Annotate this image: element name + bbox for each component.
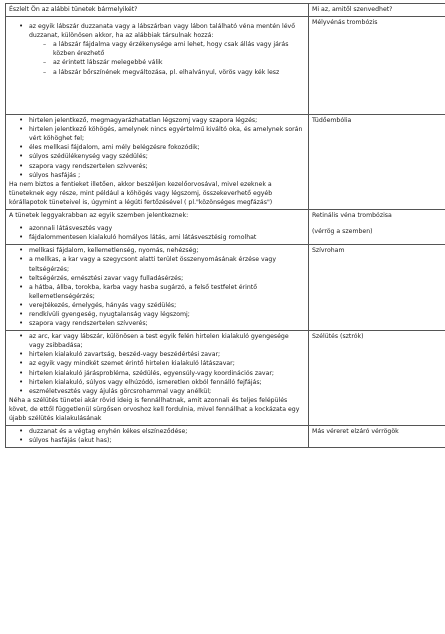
table-header-row bbox=[6, 4, 445, 17]
header-symptoms: Észlelt Ön az alábbi tünetek bármelyikét? bbox=[6, 4, 309, 17]
symptom-list bbox=[9, 224, 305, 242]
symptom-list bbox=[9, 427, 305, 445]
note-text: Ha nem biztos a fentieket illetően, akkor beszéljen kezelőorvosával, mivel ezeknek a tüneteknek egy része, mint például a köhögés vagy légszomj, összekeverhető egyéb kórállapotok tüneteivel is, úgymint a légúti fertőzésével ( pl."közönséges megfázás") bbox=[9, 180, 273, 206]
symptom-list bbox=[9, 246, 305, 328]
condition-cell: Tüdőembólia bbox=[309, 115, 445, 210]
list-item: • duzzanat és a végtag enyhén kékes elszíneződése; bbox=[29, 427, 305, 436]
list-item: • súlyos hasfájás ; bbox=[29, 171, 305, 180]
list-item: • eszméletvesztés vagy ájulás görcsrohammal vagy anélkül; bbox=[29, 387, 305, 396]
list-item: • az arc, kar vagy lábszár, különösen a test egyik felén hirtelen kialakuló gyengesége vagy zsibbadása; bbox=[29, 332, 305, 350]
condition-subtext: (vérrög a szemben) bbox=[312, 228, 373, 236]
table-row-stroke bbox=[6, 331, 445, 426]
list-item: • hirtelen jelentkező, megmagyarázhatatlan légszomj vagy szapora légzés; bbox=[29, 116, 305, 125]
condition-cell: Szívroham bbox=[309, 245, 445, 331]
symptoms-cell bbox=[6, 331, 309, 426]
list-item: • mellkasi fájdalom, kellemetlenség, nyomás, nehézség; bbox=[29, 246, 305, 255]
header-condition: Mi az, amitől szenvedhet? bbox=[309, 4, 445, 17]
list-item: • súlyos hasfájás (akut has); bbox=[29, 436, 305, 445]
condition-name: Retinális véna trombózisa bbox=[312, 212, 392, 220]
list-item: • hirtelen jelentkező köhögés, amelynek nincs egyértelmű kiváltó oka, és amelynek során vért köhöghet fel; bbox=[29, 125, 305, 143]
list-item: • az egyik vagy mindkét szemet érintő hirtelen kialakuló látászavar; bbox=[29, 359, 305, 368]
sub-symptom-list bbox=[29, 40, 305, 76]
sub-list-item: – az érintett lábszár melegebbé válik bbox=[53, 58, 305, 67]
symptom-list bbox=[9, 332, 305, 396]
list-item: • a hátba, állba, torokba, karba vagy hasba sugárzó, a felső testfelet érintő kellemetlenségérzés; bbox=[29, 283, 305, 301]
list-item: • fájdalommentesen kialakuló homályos látás, ami látásvesztésig romolhat bbox=[29, 233, 305, 242]
sub-list-item: – a lábszár fájdalma vagy érzékenysége ami lehet, hogy csak állás vagy járás közben érezhető bbox=[53, 40, 305, 58]
list-item: • szapora vagy rendszertelen szívverés; bbox=[29, 162, 305, 171]
list-item: • az egyik lábszár duzzanata vagy a lábszárban vagy lábon található véna mentén lévő duzzanat, különösen akkor, ha az alábbiak társulnak hozzá: – a lábszár fájdalma vagy érzékenysége ami lehet, hogy csak állás vagy járás közben érezhető – az érintett lábszár melegebbé válik – a lábszár bőrszínének megváltozása, pl. elhalványul, vörös vagy kék lesz bbox=[29, 22, 305, 77]
table-row-dvt bbox=[6, 17, 445, 115]
table-row-heart-attack bbox=[6, 245, 445, 331]
list-item: • hirtelen kialakuló, súlyos vagy elhúzódó, ismeretlen okból fennálló fejfájás; bbox=[29, 378, 305, 387]
symptom-table-page bbox=[5, 3, 439, 448]
list-item: • rendkívüli gyengeség, nyugtalanság vagy légszomj; bbox=[29, 310, 305, 319]
symptoms-cell bbox=[6, 210, 309, 245]
list-item: • azonnali látásvesztés vagy bbox=[29, 224, 305, 233]
list-item: • szapora vagy rendszertelen szívverés; bbox=[29, 319, 305, 328]
table-row-pe bbox=[6, 115, 445, 210]
list-item: • hirtelen kialakuló zavartság, beszéd-vagy beszédértési zavar; bbox=[29, 350, 305, 359]
condition-cell: Szélütés (sztrók) bbox=[309, 331, 445, 426]
symptom-list bbox=[9, 116, 305, 180]
list-item: • súlyos szédülékenység vagy szédülés; bbox=[29, 152, 305, 161]
symptoms-cell bbox=[6, 245, 309, 331]
list-item: • a mellkas, a kar vagy a szegycsont alatti terület összenyomásának érzése vagy teltségérzés; bbox=[29, 255, 305, 273]
table-row-other-clots bbox=[6, 426, 445, 448]
list-item: • éles mellkasi fájdalom, ami mély belégzésre fokozódik; bbox=[29, 143, 305, 152]
symptom-table bbox=[5, 3, 445, 448]
symptoms-cell bbox=[6, 115, 309, 210]
symptom-list bbox=[9, 22, 305, 77]
sub-list-item: – a lábszár bőrszínének megváltozása, pl. elhalványul, vörös vagy kék lesz bbox=[53, 68, 305, 77]
condition-cell: Mélyvénás trombózis bbox=[309, 17, 445, 115]
intro-text: A tünetek leggyakrabban az egyik szemben jelentkeznek: bbox=[9, 212, 189, 220]
list-item: • teltségérzés, emésztési zavar vagy fulladásérzés; bbox=[29, 274, 305, 283]
note-text: Néha a szélütés tünetei akár rövid ideig is fennállhatnak, amit azonnali és teljes felépülés követ, de ettől függetlenül sürgősen orvoshoz kell fordulnia, mivel fennállhat a kockázata egy újabb szélütés kialakulásának bbox=[9, 396, 300, 422]
condition-cell bbox=[309, 210, 445, 245]
symptoms-cell bbox=[6, 17, 309, 115]
symptoms-cell bbox=[6, 426, 309, 448]
list-item: • hirtelen kialakuló járásprobléma, szédülés, egyensúly-vagy koordinációs zavar; bbox=[29, 369, 305, 378]
condition-cell: Más véreret elzáró vérrögök bbox=[309, 426, 445, 448]
table-row-retinal bbox=[6, 210, 445, 245]
list-item: • verejtékezés, émelygés, hányás vagy szédülés; bbox=[29, 301, 305, 310]
